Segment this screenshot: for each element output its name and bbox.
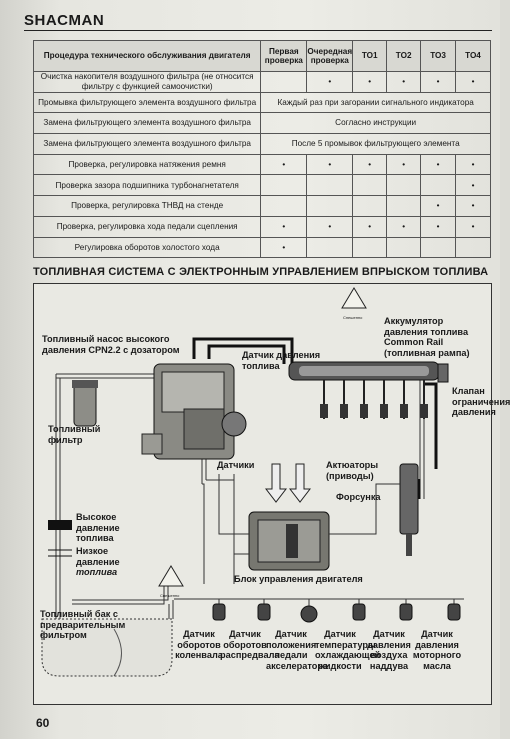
interval-cell: • bbox=[456, 216, 491, 237]
operation-cell: Проверка, регулировка ТНВД на стенде bbox=[34, 196, 261, 217]
interval-cell: • bbox=[456, 154, 491, 175]
interval-cell bbox=[387, 196, 421, 217]
interval-cell bbox=[261, 175, 307, 196]
legend-low-line3: топлива bbox=[76, 567, 118, 577]
operation-cell: Регулировка оборотов холостого хода bbox=[34, 237, 261, 258]
interval-cell bbox=[353, 237, 387, 258]
sensor-label: Датчик давления воздуха наддува bbox=[367, 629, 411, 671]
interval-span-cell: После 5 промывок фильтрующего элемента bbox=[261, 134, 491, 155]
table-body bbox=[34, 72, 491, 258]
col-header: ТО1 bbox=[353, 41, 387, 72]
interval-cell: • bbox=[307, 216, 353, 237]
operation-cell: Проверка, регулировка хода педали сцепления bbox=[34, 216, 261, 237]
operation-cell: Промывка фильтрующего элемента воздушного фильтра bbox=[34, 92, 261, 113]
table-row bbox=[34, 237, 491, 258]
sensor-label: Датчик оборотов распредвала bbox=[220, 629, 280, 660]
interval-cell: • bbox=[456, 196, 491, 217]
page-number: 60 bbox=[36, 716, 50, 730]
hazard-text-top: Спешенно bbox=[343, 315, 363, 320]
sensor-label: Датчик положения педали акселератора bbox=[266, 629, 329, 671]
interval-cell: • bbox=[353, 72, 387, 93]
legend-low-label bbox=[76, 546, 120, 578]
legend-high-swatch bbox=[48, 520, 72, 530]
interval-cell bbox=[307, 196, 353, 217]
interval-cell: • bbox=[421, 154, 456, 175]
hazard-text-bottom: Спешенно bbox=[160, 593, 180, 598]
pressure-sensor-label: Датчик давления топлива bbox=[242, 350, 321, 371]
interval-cell: • bbox=[307, 154, 353, 175]
table-header-row bbox=[34, 41, 491, 72]
fuel-filter bbox=[72, 380, 98, 426]
legend-high-label: Высокое давление топлива bbox=[76, 512, 120, 543]
operation-cell: Замена фильтрующего элемента воздушного фильтра bbox=[34, 113, 261, 134]
interval-cell bbox=[307, 237, 353, 258]
interval-cell bbox=[261, 72, 307, 93]
interval-span-cell: Согласно инструкции bbox=[261, 113, 491, 134]
interval-cell bbox=[261, 196, 307, 217]
rail-injector-tips bbox=[320, 404, 428, 418]
ecu-label: Блок управления двигателя bbox=[234, 574, 363, 584]
interval-cell bbox=[353, 175, 387, 196]
interval-cell: • bbox=[387, 216, 421, 237]
interval-span-cell: Каждый раз при загорании сигнального индикатора bbox=[261, 92, 491, 113]
pump-label: Топливный насос высокого давления CPN2.2 с дозатором bbox=[42, 334, 180, 355]
operation-cell: Проверка зазора подшипника турбонагнетателя bbox=[34, 175, 261, 196]
maintenance-table bbox=[33, 40, 491, 258]
table-row bbox=[34, 134, 491, 155]
operation-cell: Проверка, регулировка натяжения ремня bbox=[34, 154, 261, 175]
interval-cell: • bbox=[421, 72, 456, 93]
fuel-filter-label: Топливный фильтр bbox=[48, 424, 101, 445]
interval-cell: • bbox=[353, 154, 387, 175]
sensor-label: Датчик давления моторного масла bbox=[412, 629, 462, 671]
interval-cell bbox=[387, 175, 421, 196]
sensor-label: Датчик температуры охлаждающей жидкости bbox=[315, 629, 381, 671]
col-header: Процедура технического обслуживания двигателя bbox=[34, 41, 261, 72]
interval-cell: • bbox=[261, 237, 307, 258]
col-header: ТО3 bbox=[421, 41, 456, 72]
col-header: Очередная проверка bbox=[307, 41, 353, 72]
brand-header: SHACMAN bbox=[24, 12, 105, 29]
relief-valve-label: Клапан ограничения давления bbox=[452, 386, 510, 417]
col-header: ТО2 bbox=[387, 41, 421, 72]
interval-cell: • bbox=[261, 216, 307, 237]
interval-cell bbox=[353, 196, 387, 217]
table-row bbox=[34, 72, 491, 93]
rail-injector-pipes bbox=[324, 380, 424, 419]
interval-cell bbox=[307, 175, 353, 196]
table-row bbox=[34, 216, 491, 237]
legend-low-line1: Низкое bbox=[76, 546, 109, 556]
interval-cell: • bbox=[421, 196, 456, 217]
table-row bbox=[34, 92, 491, 113]
interval-cell bbox=[387, 237, 421, 258]
relief-valve bbox=[438, 364, 448, 382]
fuel-system-diagram bbox=[33, 283, 510, 705]
ecu bbox=[249, 512, 329, 570]
interval-cell: • bbox=[353, 216, 387, 237]
legend-low-line2: давление bbox=[76, 556, 120, 567]
section-title: ТОПЛИВНАЯ СИСТЕМА С ЭЛЕКТРОННЫМ УПРАВЛЕНИЕМ ВПРЫСКОМ ТОПЛИВА bbox=[33, 266, 489, 278]
injector-label: Форсунка bbox=[336, 492, 381, 502]
operation-cell: Замена фильтрующего элемента воздушного фильтра bbox=[34, 134, 261, 155]
table-row bbox=[34, 196, 491, 217]
interval-cell bbox=[421, 175, 456, 196]
interval-cell: • bbox=[421, 216, 456, 237]
operation-cell: Очистка накопителя воздушного фильтра (не относится фильтру с функцией самоочистки) bbox=[34, 72, 261, 93]
sensor-label: Датчик оборотов коленвала bbox=[175, 629, 223, 660]
sensors-label: Датчики bbox=[217, 460, 255, 470]
interval-cell bbox=[456, 237, 491, 258]
ecu-arrows bbox=[266, 464, 310, 502]
interval-cell: • bbox=[387, 154, 421, 175]
actuators-label: Актюаторы (приводы) bbox=[326, 460, 379, 481]
interval-cell: • bbox=[387, 72, 421, 93]
sensor-icons bbox=[213, 604, 460, 622]
interval-cell bbox=[421, 237, 456, 258]
col-header: ТО4 bbox=[456, 41, 491, 72]
tank-label: Топливный бак с предварительным фильтром bbox=[40, 609, 126, 640]
table-row bbox=[34, 113, 491, 134]
header-rule bbox=[24, 30, 492, 31]
table-row bbox=[34, 175, 491, 196]
interval-cell: • bbox=[456, 175, 491, 196]
interval-cell: • bbox=[456, 72, 491, 93]
injector bbox=[400, 464, 418, 556]
hp-pump bbox=[142, 364, 246, 459]
table-row bbox=[34, 154, 491, 175]
interval-cell: • bbox=[261, 154, 307, 175]
interval-cell: • bbox=[307, 72, 353, 93]
accumulator-label: Аккумулятор давления топлива Common Rail (топливная рампа) bbox=[384, 316, 470, 358]
col-header: Первая проверка bbox=[261, 41, 307, 72]
